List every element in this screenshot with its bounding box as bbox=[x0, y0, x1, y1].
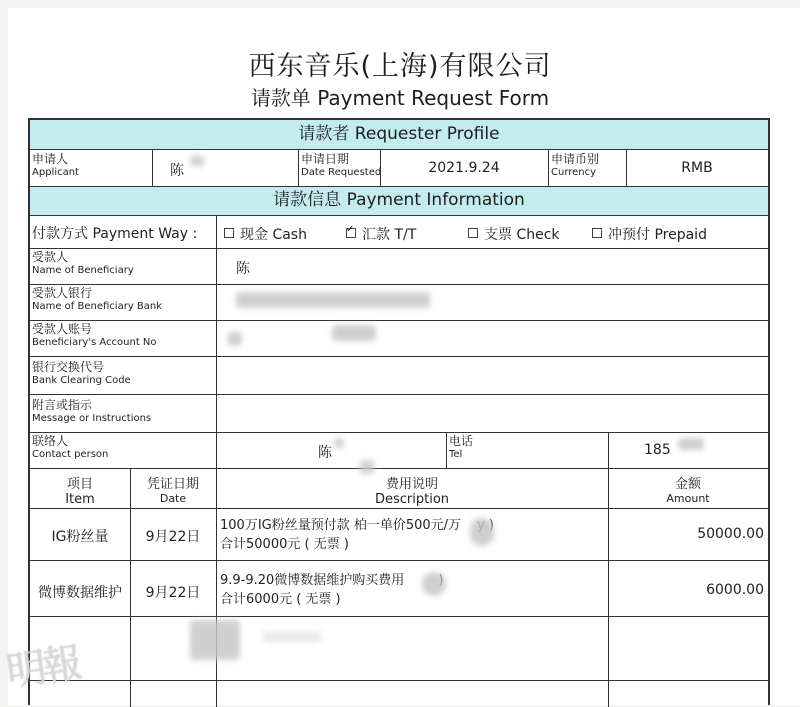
beneficiary-label-en: Name of Beneficiary bbox=[32, 265, 134, 276]
row2-description bbox=[220, 571, 443, 609]
row1-desc-line2: 合计50000元 ( 无票 ) bbox=[220, 537, 349, 552]
item-header bbox=[30, 473, 130, 507]
amount-header-cn: 金额 bbox=[674, 477, 701, 492]
divider bbox=[30, 248, 768, 249]
option-tt-label: 汇款 T/T bbox=[362, 227, 417, 243]
redaction-blur bbox=[422, 572, 446, 596]
watermark-logo: 明報 bbox=[3, 640, 82, 696]
divider bbox=[30, 432, 768, 433]
account-number-label-cn: 受款人账号 bbox=[32, 322, 93, 336]
description-header-en: Description bbox=[374, 492, 450, 507]
contact-label bbox=[32, 434, 108, 461]
checkbox-prepaid[interactable] bbox=[592, 228, 602, 238]
date-requested-label bbox=[301, 152, 381, 179]
divider bbox=[216, 432, 217, 468]
currency-label bbox=[551, 152, 599, 179]
bank-clearing-label-cn: 银行交换代号 bbox=[32, 360, 105, 374]
payment-request-form bbox=[28, 118, 770, 705]
row2-amount: 6000.00 bbox=[706, 582, 764, 598]
option-cash[interactable] bbox=[224, 224, 307, 244]
bank-clearing-label-en: Bank Clearing Code bbox=[32, 375, 131, 386]
divider bbox=[30, 560, 768, 561]
message-label bbox=[32, 398, 151, 425]
option-check-label: 支票 Check bbox=[484, 227, 560, 243]
company-title: 西东音乐(上海)有限公司 bbox=[248, 51, 552, 82]
date-header-cn: 凭证日期 bbox=[146, 477, 199, 492]
beneficiary-bank-label-en: Name of Beneficiary Bank bbox=[32, 301, 163, 312]
divider bbox=[548, 150, 549, 186]
redaction-blur bbox=[332, 325, 376, 341]
redaction-blur bbox=[190, 156, 204, 166]
redaction-blur bbox=[360, 460, 374, 474]
option-cash-label: 现金 Cash bbox=[240, 227, 307, 243]
description-header bbox=[216, 473, 608, 507]
contact-label-en: Contact person bbox=[32, 449, 109, 460]
row2-date: 9月22日 bbox=[145, 585, 201, 601]
divider bbox=[30, 616, 768, 617]
divider bbox=[30, 320, 768, 321]
amount-header bbox=[608, 473, 768, 505]
divider bbox=[446, 432, 447, 468]
applicant-value: 陈 bbox=[170, 163, 184, 179]
account-number-label-en: Beneficiary's Account No bbox=[32, 337, 157, 348]
currency-label-cn: 申请币别 bbox=[551, 152, 600, 166]
beneficiary-label-cn: 受款人 bbox=[32, 250, 69, 264]
redaction-blur bbox=[334, 438, 344, 448]
redaction-blur bbox=[190, 620, 240, 660]
currency-value: RMB bbox=[681, 160, 713, 176]
applicant-label-cn: 申请人 bbox=[32, 152, 69, 166]
checkbox-tt[interactable] bbox=[346, 228, 356, 238]
beneficiary-bank-label bbox=[32, 286, 162, 313]
row2-desc-line1: 9.9-9.20微博数据维护购买费用 bbox=[220, 573, 405, 588]
redaction-blur bbox=[678, 438, 704, 450]
beneficiary-value: 陈 bbox=[236, 261, 250, 277]
form-title: 请款单 Payment Request Form bbox=[250, 86, 550, 110]
date-requested-label-cn: 申请日期 bbox=[301, 152, 350, 166]
bank-clearing-label bbox=[32, 360, 131, 387]
account-number-label bbox=[32, 322, 157, 349]
row1-date: 9月22日 bbox=[145, 529, 201, 545]
amount-header-en: Amount bbox=[666, 492, 710, 505]
divider bbox=[152, 150, 153, 186]
option-check[interactable] bbox=[468, 224, 560, 244]
currency-label-en: Currency bbox=[551, 167, 597, 178]
date-requested-value: 2021.9.24 bbox=[428, 160, 500, 176]
divider bbox=[30, 468, 768, 469]
message-label-en: Message or Instructions bbox=[32, 413, 152, 424]
requester-profile-band: 请款者 Requester Profile bbox=[30, 120, 768, 150]
divider bbox=[30, 508, 768, 509]
row1-amount: 50000.00 bbox=[697, 526, 764, 542]
redaction-blur bbox=[470, 518, 494, 546]
date-requested-label-en: Date Requested bbox=[301, 167, 382, 178]
row2-item: 微博数据维护 bbox=[38, 585, 122, 601]
contact-label-cn: 联络人 bbox=[32, 434, 69, 448]
applicant-label bbox=[32, 152, 79, 179]
redaction-blur bbox=[228, 332, 242, 346]
redaction-blur bbox=[236, 292, 430, 308]
divider bbox=[298, 150, 299, 186]
date-header-en: Date bbox=[159, 492, 187, 505]
divider bbox=[608, 432, 609, 468]
message-label-cn: 附言或指示 bbox=[32, 398, 93, 412]
item-header-cn: 项目 bbox=[66, 477, 93, 492]
beneficiary-label bbox=[32, 250, 134, 277]
option-prepaid-label: 冲预付 Prepaid bbox=[608, 227, 707, 243]
description-header-cn: 费用说明 bbox=[385, 477, 438, 492]
payment-information-band: 请款信息 Payment Information bbox=[30, 186, 768, 216]
checkbox-check[interactable] bbox=[468, 228, 478, 238]
tel-label-cn: 电话 bbox=[449, 434, 474, 448]
row1-description bbox=[220, 516, 494, 554]
divider bbox=[30, 680, 768, 681]
divider bbox=[30, 356, 768, 357]
date-header bbox=[130, 473, 216, 505]
option-prepaid[interactable] bbox=[592, 224, 707, 244]
redaction-blur bbox=[262, 632, 322, 642]
divider bbox=[30, 284, 768, 285]
tel-label bbox=[449, 434, 473, 461]
row2-desc-line2: 合计6000元 ( 无票 ) bbox=[220, 592, 341, 607]
applicant-label-en: Applicant bbox=[32, 167, 79, 178]
beneficiary-bank-label-cn: 受款人银行 bbox=[32, 286, 93, 300]
divider bbox=[30, 394, 768, 395]
contact-value: 陈 bbox=[318, 445, 332, 461]
option-tt[interactable] bbox=[346, 224, 416, 244]
item-header-en: Item bbox=[65, 492, 95, 507]
row1-desc-line1: 100万IG粉丝量预付款 柏一单价500元/万 bbox=[220, 518, 462, 533]
payment-way-label: 付款方式 Payment Way : bbox=[32, 226, 198, 242]
tel-value: 185 bbox=[644, 442, 671, 458]
checkbox-cash[interactable] bbox=[224, 228, 234, 238]
tel-label-en: Tel bbox=[449, 449, 463, 460]
row1-item: IG粉丝量 bbox=[51, 529, 109, 545]
